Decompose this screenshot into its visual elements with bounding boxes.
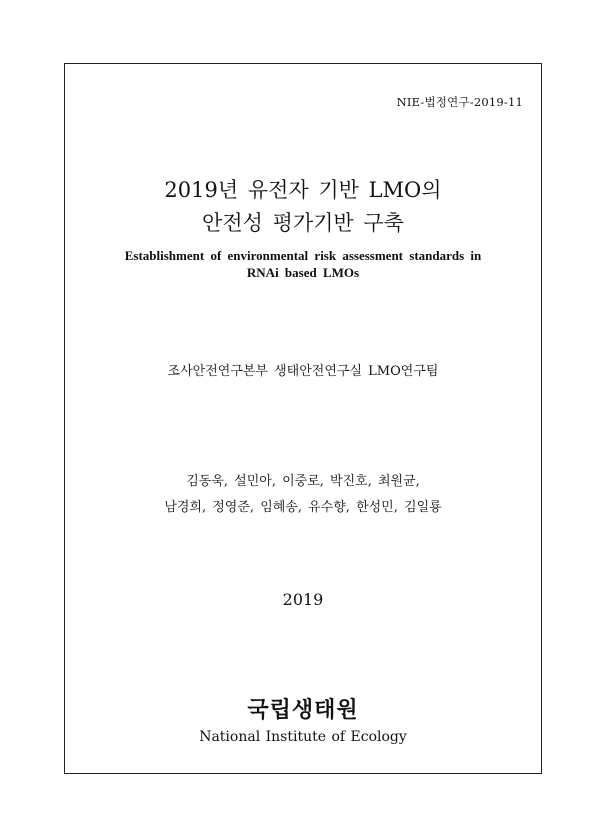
report-number: NIE-법정연구-2019-11 (396, 95, 523, 109)
organization-name-ko: 국립생태원 (247, 698, 359, 723)
title-ko-line2: 안전성 평가기반 구축 (202, 211, 404, 235)
research-team: 조사안전연구본부 생태안전연구실 LMO연구팀 (167, 364, 439, 379)
title-en-line2: RNAi based LMOs (246, 265, 360, 280)
organization-name-en: National Institute of Ecology (199, 729, 407, 745)
title-ko-line1: 2019년 유전자 기반 LMO의 (164, 178, 442, 202)
cover-frame (64, 63, 542, 774)
publication-year: 2019 (282, 590, 324, 609)
authors-line1: 김동욱, 설민아, 이중로, 박진호, 최원균, (186, 474, 420, 489)
authors-line2: 남경희, 정영준, 임혜송, 유수향, 한성민, 김일룡 (164, 500, 442, 515)
title-en-line1: Establishment of environmental risk assessment standards in (124, 248, 482, 263)
